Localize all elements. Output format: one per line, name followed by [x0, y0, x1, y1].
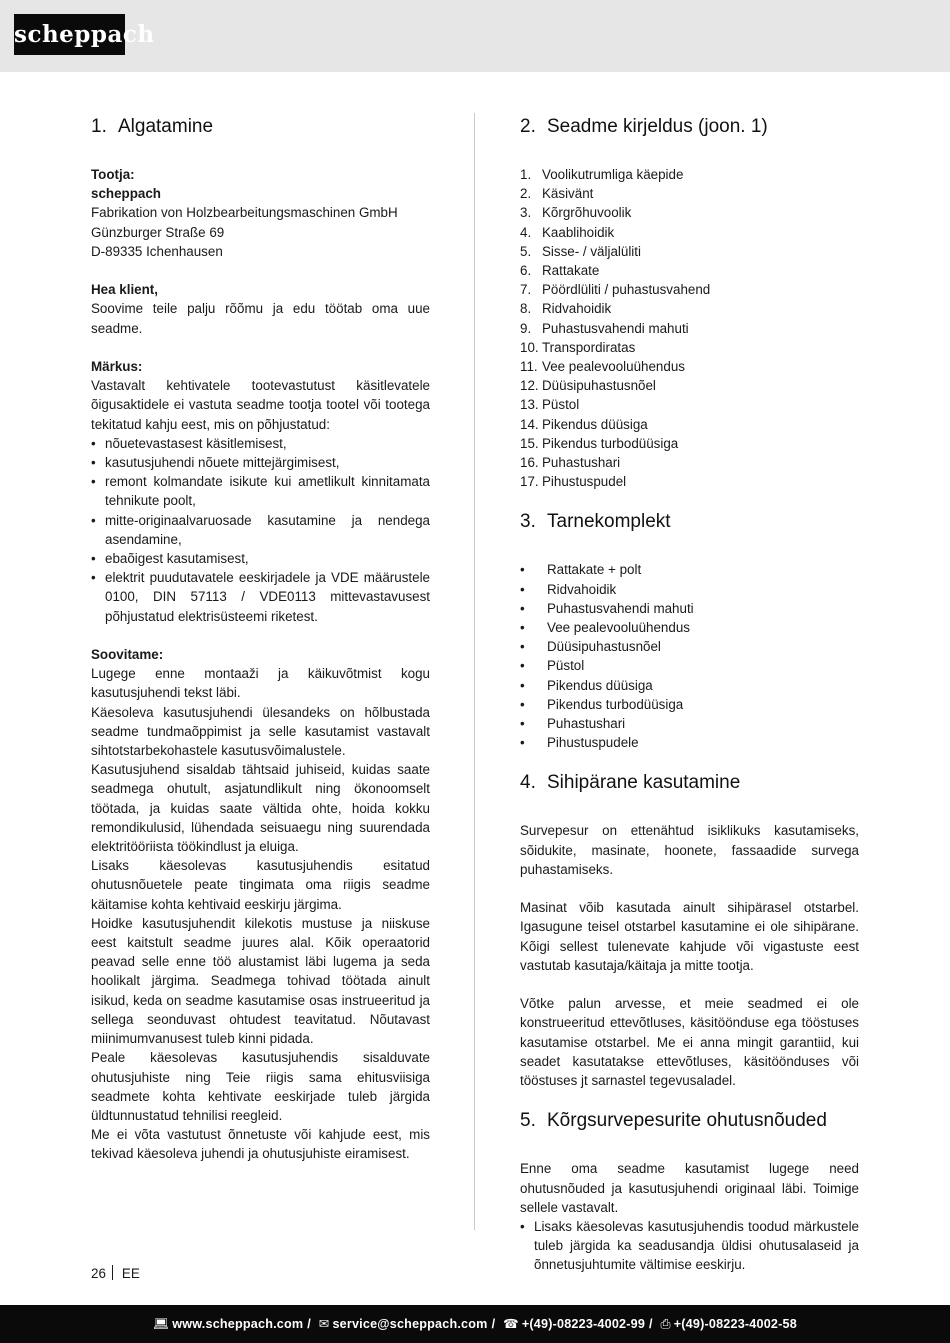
section-2-heading: 2. Seadme kirjeldus (joon. 1)	[520, 116, 768, 137]
list-item: • Düüsipuhastusnõel	[520, 639, 661, 655]
list-item: • elektrit puudutavatele eeskirjadele ja VDE määrustele 0100, DIN 57113 / VDE0113 mittevastavusest põhjustatud elektrisüsteemi riketest.	[91, 570, 430, 624]
safety-intro: Enne oma seadme kasutamist lugege need ohutusnõuded ja kasutusjuhendi originaal läbi. Toimige sellele vastavalt.	[520, 1161, 859, 1215]
usage-paragraph: Survepesur on ettenähtud isiklikuks kasutamiseks, sõidukite, masinate, hoonete, fassaadide survega puhastamiseks.	[520, 823, 859, 877]
list-item: 3. Kõrgrõhuvoolik	[520, 205, 632, 221]
greeting-text: Soovime teile palju rõõmu ja edu töötab oma uue seadme.	[91, 301, 430, 336]
list-item: 8. Ridvahoidik	[520, 301, 612, 317]
recommend-paragraph: Kasutusjuhend sisaldab tähtsaid juhiseid, kuidas saate seadmega ohutult, asjatundlikult ning ökonoomselt töötada, ja kuidas saate vältida ohte, hoida kokku remondikulusid, lühendada seisuaegu ning suurendada elektritööriista töökindlust ja eluiga.	[91, 762, 430, 855]
scheppach-logo: scheppach	[14, 14, 125, 55]
manufacturer-label: Tootja:	[91, 167, 135, 182]
list-item: 4. Kaablihoidik	[520, 224, 615, 240]
section-1-heading: 1. Algatamine	[91, 116, 214, 137]
list-item: 2. Käsivänt	[520, 186, 594, 202]
mail-icon: ✉	[318, 1317, 330, 1331]
list-item: 12. Düüsipuhastusnõel	[520, 378, 656, 394]
recommend-paragraph: Me ei võta vastutust õnnetuste või kahjude eest, mis tekivad käesoleva juhendi ja ohutusjuhiste eiramisest.	[91, 1127, 430, 1162]
usage-paragraph: Võtke palun arvesse, et meie seadmed ei ole konstrueeritud ettevõtluses, käsitööndusе ega tööstuses kasutamise otstarbel. Me ei anna mingit garantiid, kui seadet kasutatakse ettevõtluses, käsitööndusеs või tööstuses jt sarnastel tegevusaladel.	[520, 996, 859, 1089]
list-item: • remont kolmandate isikute kui ametlikult kinnitamata tehnikute poolt,	[91, 474, 430, 509]
fax-icon: ⎙	[660, 1317, 671, 1331]
list-item: 6. Rattakate	[520, 263, 600, 279]
manufacturer-name: scheppach	[91, 186, 161, 202]
list-item: 13. Püstol	[520, 397, 580, 413]
list-item: 16. Puhastushari	[520, 455, 621, 471]
note-text: Vastavalt kehtivatele tootevastutust käsitlevatele õigusaktidele ei vastuta seadme tootja tootel või tootega tekitatud kahju eest, mis on põhjustatud:	[91, 378, 430, 432]
note-bullet-list	[91, 434, 430, 626]
footer-fax: +(49)-08223-4002-58	[673, 1317, 797, 1331]
list-item: 1. Voolikutrumliga käepide	[520, 167, 684, 182]
list-item: • Rattakate + polt	[520, 562, 642, 578]
list-item: 5. Sisse- / väljalüliti	[520, 243, 641, 259]
footer-bar: 💻︎ www.scheppach.com / ✉ service@scheppach.com / ☎ +(49)-08223-4002-99 / ⎙ +(49)-08223-4002-58	[0, 1305, 950, 1343]
manufacturer-line: Günzburger Straße 69	[91, 224, 225, 240]
section-4-heading: 4. Sihipärane kasutamine	[520, 772, 741, 794]
header-bar	[0, 0, 950, 72]
recommend-paragraph: Käesoleva kasutusjuhendi ülesandeks on hõlbustada seadme tundmaõppimist ja selle kasutamist vastavalt sihtotstarbekohastele kasutusvõimalustele.	[91, 704, 430, 759]
recommend-paragraph: Peale käesolevas kasutusjuhendis sisalduvate ohutusjuhiste ning Teie riigis sama ehitusviisiga seadmete kohta kehtivate eeskirjade tuleb järgida üldtunnustatud tehnilisi reegleid.	[91, 1050, 430, 1123]
list-item: 9. Puhastusvahendi mahuti	[520, 320, 689, 336]
list-item: • Vee pealevooluühendus	[520, 620, 690, 636]
list-item: 11. Vee pealevooluühendus	[520, 359, 685, 375]
page-number: 26 EE	[91, 1266, 140, 1281]
section-5-heading: 5. Kõrgsurvepesurite ohutusnõuded	[520, 1110, 827, 1132]
left-column	[91, 113, 430, 1164]
list-item: • Pikendus düüsiga	[520, 677, 653, 693]
manufacturer-line: D-89335 Ichenhausen	[91, 243, 223, 259]
recommend-paragraph: Lugege enne montaaži ja käikuvõtmist kogu kasutusjuhendi tekst läbi.	[91, 666, 430, 701]
list-item: • Pihustuspudele	[520, 735, 639, 751]
list-item: 7. Pöördlüliti / puhastusvahend	[520, 282, 711, 298]
list-item: • kasutusjuhendi nõuete mittejärgimisest,	[91, 455, 340, 471]
delivery-list	[520, 560, 859, 752]
list-item: 10. Transpordiratas	[520, 339, 636, 355]
footer-email-link[interactable]: service@scheppach.com	[332, 1317, 488, 1331]
phone-icon: ☎	[502, 1317, 519, 1331]
computer-icon: 💻︎	[153, 1317, 170, 1331]
list-item: 17. Pihustuspudel	[520, 474, 627, 490]
note-label: Märkus:	[91, 359, 143, 374]
greeting-label: Hea klient,	[91, 282, 158, 298]
usage-paragraph: Masinat võib kasutada ainult sihipärasel otstarbel. Igasugune teisel otstarbel kasutamine ei ole sihipärane. Kõigi sellest tulenevate kahjude või vigastuste eest vastutab kasutaja/käitaja ja mitte tootja.	[520, 900, 859, 973]
safety-bullet-list	[520, 1217, 859, 1275]
list-item: • Pikendus turbodüüsiga	[520, 696, 684, 712]
footer-web-link[interactable]: www.scheppach.com	[172, 1317, 304, 1331]
list-item: 14. Pikendus düüsiga	[520, 416, 648, 432]
list-item: 15. Pikendus turbodüüsiga	[520, 435, 679, 451]
parts-list	[520, 165, 859, 491]
manufacturer-line: Fabrikation von Holzbearbeitungsmaschinen GmbH	[91, 205, 398, 221]
right-column	[520, 113, 859, 1275]
list-item: • ebaõigest kasutamisest,	[91, 551, 249, 567]
list-item: • Puhastushari	[520, 716, 626, 732]
list-item: • Püstol	[520, 658, 585, 674]
section-3-heading: 3. Tarnekomplekt	[520, 511, 671, 533]
list-item: • Lisaks käesolevas kasutusjuhendis toodud märkustele tuleb järgida ka seadusandja üldisi ohutusalaseid ja õnnetusjuhtumite vältimise eeskirju.	[520, 1218, 859, 1273]
footer-phone: +(49)-08223-4002-99	[521, 1317, 646, 1331]
recommend-label: Soovitame:	[91, 647, 164, 663]
recommend-paragraph: Hoidke kasutusjuhendit kilekotis mustuse ja niiskuse eest kaitstult seadme juures alal. Kõik operaatorid peavad selle enne töö alustamist läbi lugema ja seda hoolikalt järgima. Seadmega tohivad töötada ainult isikud, keda on seadme kasutamise osas instrueeritud ja sellega seonduvast ohtudest teavitatud. Nõutavast miinimumvanusest tuleb kinni pidada.	[91, 915, 430, 1047]
list-item: • Ridvahoidik	[520, 581, 617, 597]
column-divider	[474, 113, 475, 1230]
recommend-paragraph: Lisaks käesolevas kasutusjuhendis esitatud ohutusnõuetele peate tingimata oma riigis seadme käitamise kohta kehtivaid eeskirju järgima.	[91, 858, 430, 912]
list-item: • mitte-originaalvaruosade kasutamine ja nendega asendamine,	[91, 512, 430, 547]
list-item: • nõuetevastasest käsitlemisest,	[91, 435, 287, 451]
list-item: • Puhastusvahendi mahuti	[520, 600, 694, 616]
